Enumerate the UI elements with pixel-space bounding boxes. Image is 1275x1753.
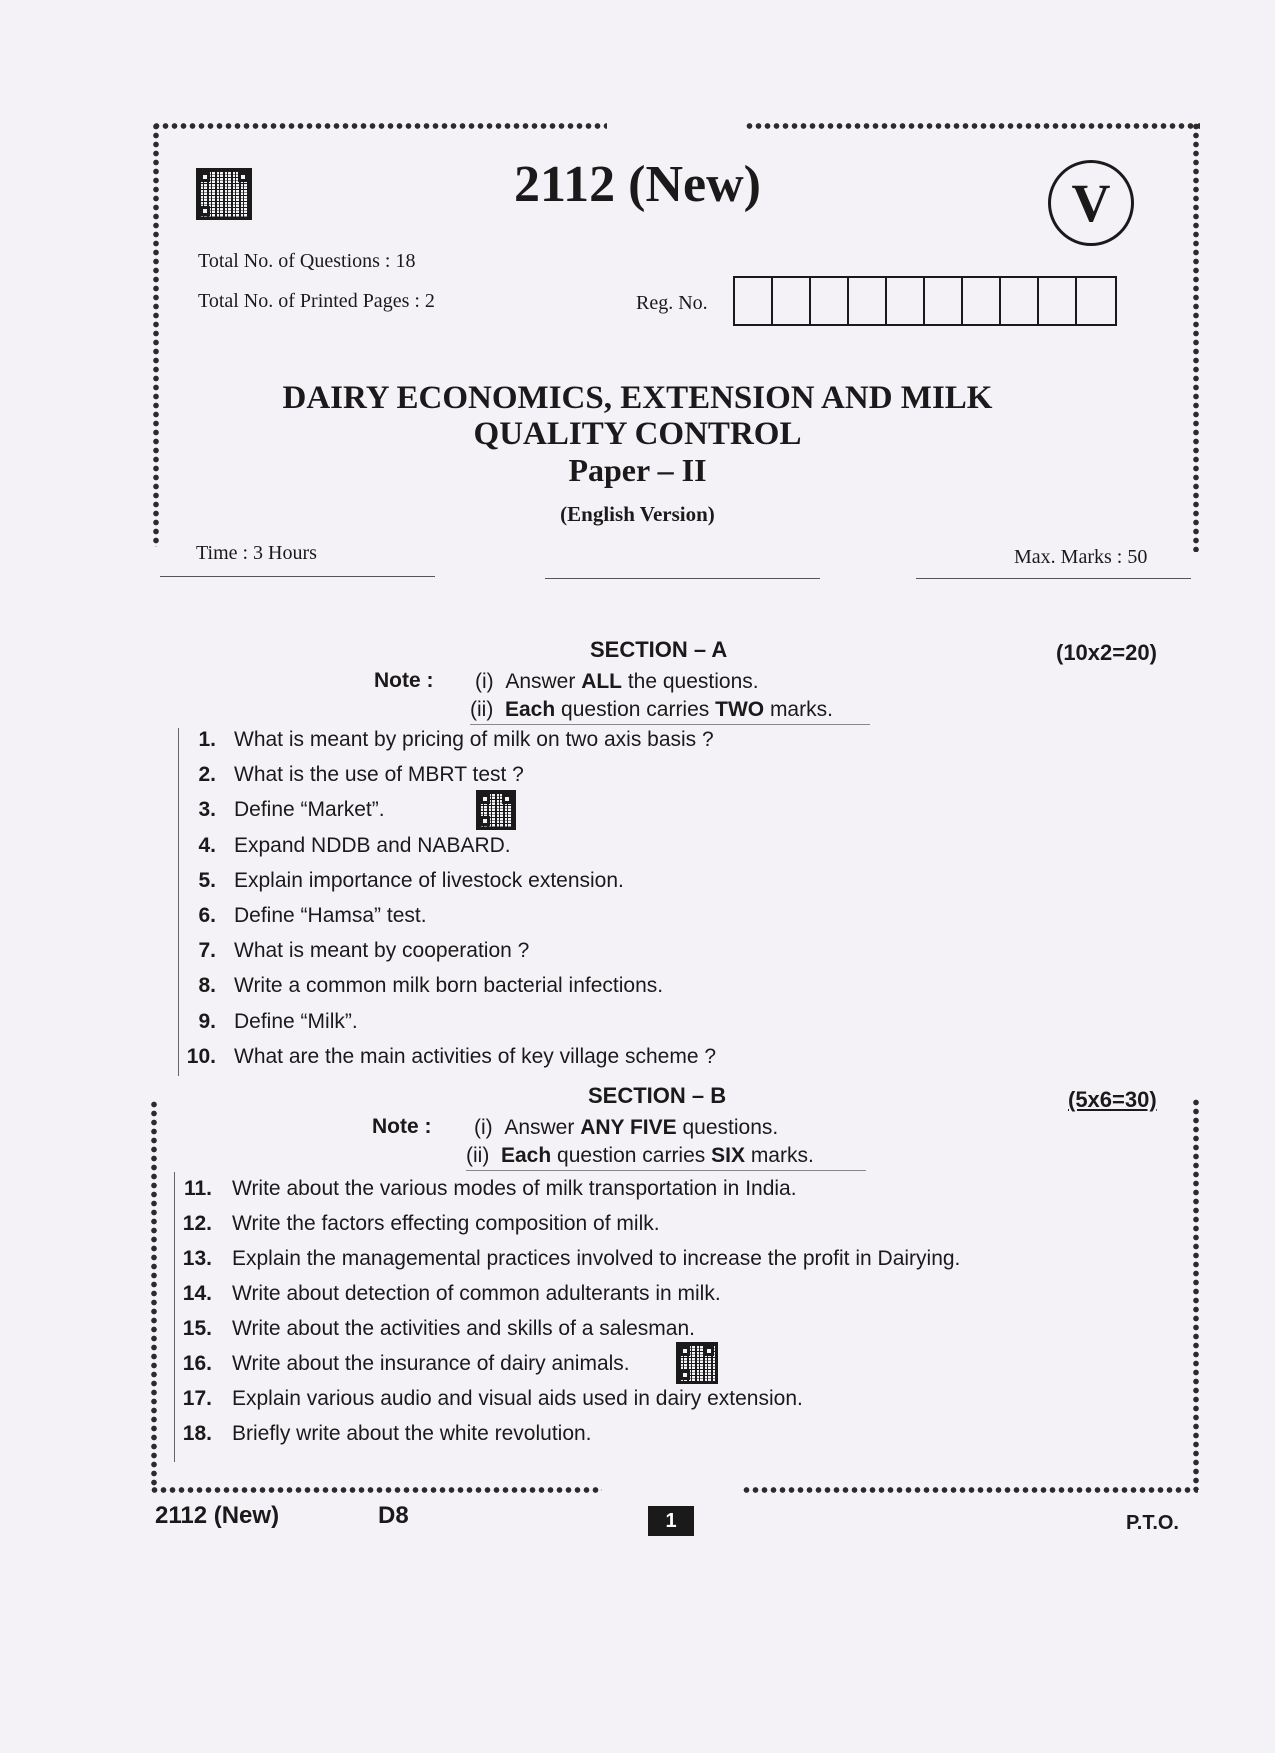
section-a-title: SECTION – A <box>590 637 728 662</box>
question-number: 14. <box>182 1282 212 1305</box>
question-number: 15. <box>182 1317 212 1340</box>
question-text: Write about the insurance of dairy animals. <box>232 1352 630 1375</box>
divider-mid <box>545 578 820 579</box>
question-text: Write about the various modes of milk transportation in India. <box>232 1177 797 1200</box>
question-number: 4. <box>198 833 216 857</box>
qr-code-small-icon <box>476 790 516 830</box>
question-number: 17. <box>182 1387 212 1410</box>
question-number: 8. <box>198 974 216 998</box>
question-text: Write a common milk born bacterial infections. <box>234 974 664 998</box>
series-badge: V <box>1048 160 1134 246</box>
reg-no-label: Reg. No. <box>636 292 708 314</box>
page-number: 1 <box>648 1506 694 1536</box>
section-a-note-ii: (ii) Each question carries TWO marks. <box>470 698 833 721</box>
question-text: Write about detection of common adulterants in milk. <box>232 1282 721 1305</box>
version-label: (English Version) <box>560 502 715 526</box>
subject-line-2: QUALITY CONTROL <box>473 416 802 452</box>
reg-no-box[interactable] <box>1039 278 1077 324</box>
section-b-note-i: (i) Answer ANY FIVE questions. <box>474 1116 779 1139</box>
reg-no-box[interactable] <box>925 278 963 324</box>
top-border-right <box>745 122 1200 130</box>
question-number: 7. <box>198 939 216 963</box>
reg-no-box[interactable] <box>811 278 849 324</box>
bottom-border-right <box>742 1486 1198 1494</box>
bottom-border-left <box>150 1486 602 1494</box>
question-number: 13. <box>182 1247 212 1270</box>
section-a-marks: (10x2=20) <box>1056 640 1157 665</box>
question-text: Define “Hamsa” test. <box>234 904 427 927</box>
section-b-note-label: Note : <box>372 1115 432 1138</box>
reg-no-box[interactable] <box>735 278 773 324</box>
subject-line-1: DAIRY ECONOMICS, EXTENSION AND MILK <box>282 380 993 416</box>
reg-no-boxes[interactable] <box>733 276 1117 326</box>
question-text: Write about the activities and skills of a salesman. <box>232 1317 695 1340</box>
note-underline-b <box>466 1170 866 1171</box>
question-number: 5. <box>198 868 216 892</box>
question-number: 2. <box>198 763 216 787</box>
question-number: 16. <box>182 1352 212 1375</box>
question-text: Define “Market”. <box>234 798 385 822</box>
section-a-note-label: Note : <box>374 669 434 692</box>
reg-no-box[interactable] <box>773 278 811 324</box>
section-b-marks: (5x6=30) <box>1068 1087 1157 1112</box>
question-number: 10. <box>186 1044 216 1068</box>
time-label: Time : 3 Hours <box>196 542 317 564</box>
question-text: Briefly write about the white revolution. <box>232 1422 592 1445</box>
question-text: Write the factors effecting composition of milk. <box>232 1212 660 1235</box>
reg-no-box[interactable] <box>887 278 925 324</box>
right-border-lower <box>1192 1098 1200 1490</box>
paper-label: Paper – II <box>568 452 707 488</box>
total-pages: Total No. of Printed Pages : 2 <box>198 290 435 312</box>
question-text: What is meant by cooperation ? <box>234 939 530 963</box>
question-text: Explain the managemental practices involved to increase the profit in Dairying. <box>232 1247 961 1270</box>
question-text: Explain importance of livestock extension. <box>234 868 624 892</box>
paper-code: 2112 (New) <box>514 156 761 213</box>
reg-no-box[interactable] <box>849 278 887 324</box>
question-text: What is meant by pricing of milk on two axis basis ? <box>234 728 714 751</box>
question-text: What is the use of MBRT test ? <box>234 763 524 787</box>
section-a-note-i: (i) Answer ALL the questions. <box>475 670 759 693</box>
left-border-lower <box>150 1100 158 1490</box>
question-number: 9. <box>198 1009 216 1033</box>
note-underline-a <box>470 724 870 725</box>
pto-label: P.T.O. <box>1126 1512 1179 1534</box>
question-number: 18. <box>182 1422 212 1445</box>
question-text: What are the main activities of key village scheme ? <box>234 1044 717 1068</box>
total-questions: Total No. of Questions : 18 <box>198 250 416 272</box>
max-marks-label: Max. Marks : 50 <box>1014 546 1148 568</box>
reg-no-box[interactable] <box>1077 278 1115 324</box>
top-border-left <box>152 122 607 130</box>
question-number: 12. <box>182 1212 212 1235</box>
footer-set-code: D8 <box>378 1502 409 1529</box>
question-text: Expand NDDB and NABARD. <box>234 833 511 857</box>
section-b-title: SECTION – B <box>588 1083 727 1108</box>
footer-paper-code: 2112 (New) <box>155 1502 280 1529</box>
reg-no-box[interactable] <box>963 278 1001 324</box>
question-text: Explain various audio and visual aids used in dairy extension. <box>232 1387 803 1410</box>
qr-code-small-icon <box>676 1342 718 1384</box>
question-number: 1. <box>198 728 216 751</box>
divider-right <box>916 578 1191 579</box>
reg-no-box[interactable] <box>1001 278 1039 324</box>
section-b-note-ii: (ii) Each question carries SIX marks. <box>466 1144 814 1167</box>
question-text: Define “Milk”. <box>234 1009 358 1033</box>
question-number: 11. <box>183 1177 212 1200</box>
divider-left <box>160 576 435 577</box>
question-number: 6. <box>198 904 216 927</box>
question-number: 3. <box>198 798 216 822</box>
